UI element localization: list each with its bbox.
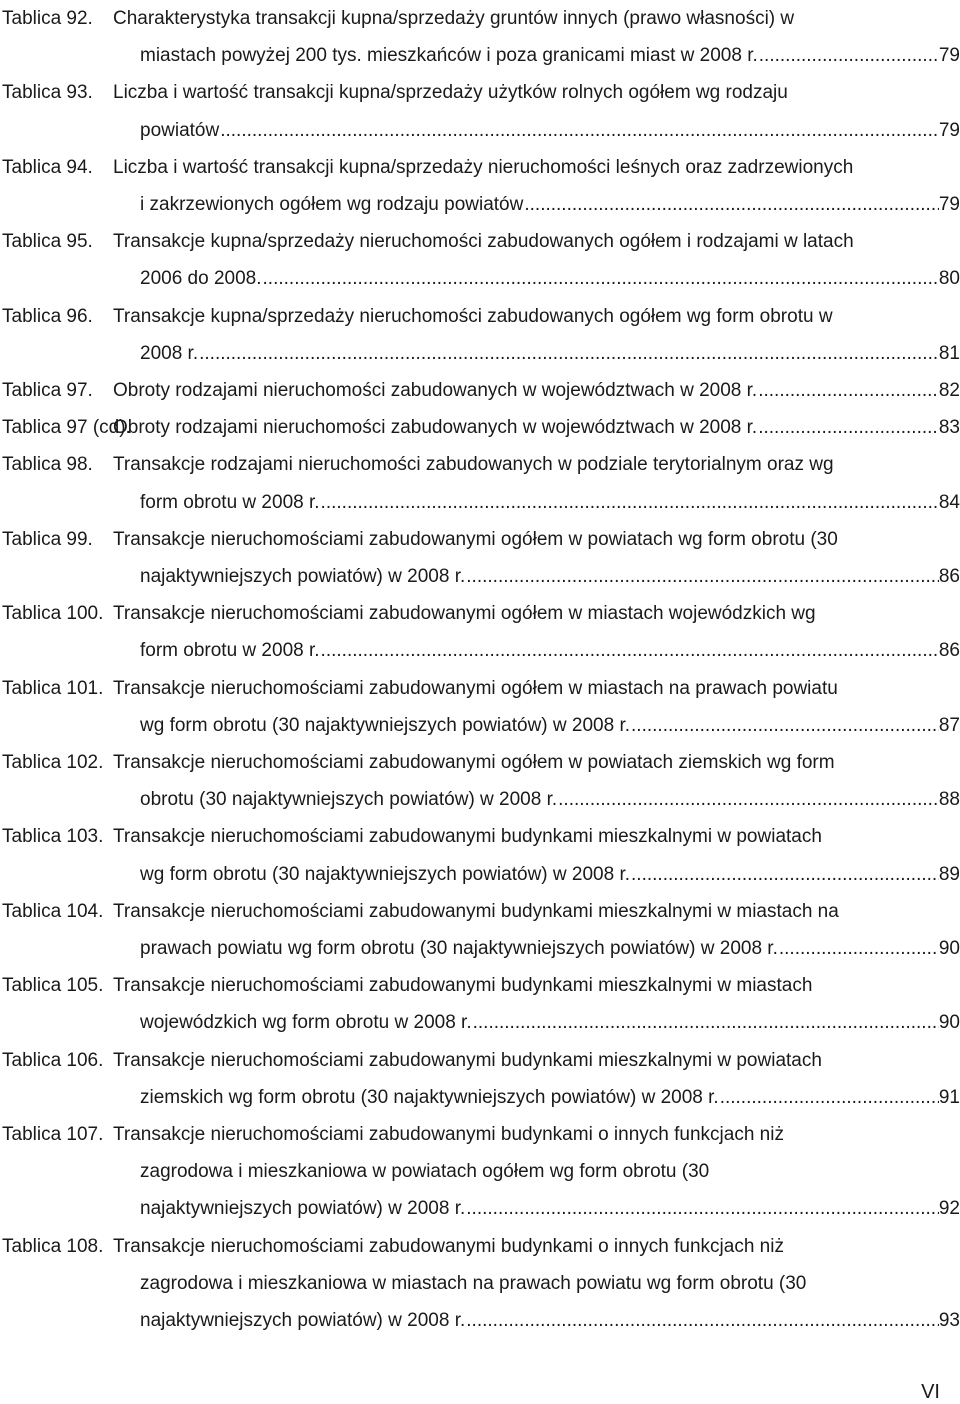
toc-entry-label: Tablica 97. xyxy=(2,380,93,401)
toc-entry-title-line-with-leader xyxy=(140,186,960,224)
dot-leader xyxy=(473,1004,939,1042)
toc-entry-title: Transakcje nieruchomościami zabudowanymi ogółem w powiatach ziemskich wg form xyxy=(113,752,835,773)
toc-entry-page: 93 xyxy=(938,1309,960,1331)
toc-entry-page: 89 xyxy=(938,863,960,885)
toc-entry-title-line-with-leader xyxy=(140,1079,960,1117)
toc-entry-title: Transakcje kupna/sprzedaży nieruchomości zabudowanych ogółem i rodzajami w latach xyxy=(113,231,854,253)
toc-entry-page: 80 xyxy=(938,268,960,290)
toc-entry-label: Tablica 107. xyxy=(2,1124,104,1145)
toc-entry-title: i zakrzewionych ogółem wg rodzaju powiatów xyxy=(140,193,524,215)
toc-entry[interactable] xyxy=(0,223,960,297)
toc-entry-title: 2008 r. xyxy=(140,342,199,364)
toc-entry[interactable] xyxy=(0,670,960,744)
toc-entry-title: Transakcje kupna/sprzedaży nieruchomości zabudowanych ogółem wg form obrotu w xyxy=(113,305,833,327)
toc-entry-title: 2006 do 2008. xyxy=(140,268,262,290)
toc-entry[interactable] xyxy=(0,893,960,967)
toc-entry-title: form obrotu w 2008 r. xyxy=(140,640,320,662)
dot-leader xyxy=(758,409,939,447)
dot-leader xyxy=(466,558,939,596)
toc-entry-title-line-with-leader xyxy=(140,930,960,968)
toc-entry-page: 83 xyxy=(938,417,960,439)
toc-entry-label: Tablica 101. xyxy=(2,677,104,699)
dot-leader xyxy=(466,1190,939,1228)
toc-entry[interactable] xyxy=(0,744,960,818)
toc-entry-page: 79 xyxy=(938,119,960,141)
toc-entry-title-line-with-leader xyxy=(140,335,960,373)
toc-entry-page: 84 xyxy=(938,491,960,513)
toc-entry-title: zagrodowa i mieszkaniowa w miastach na prawach powiatu wg form obrotu (30 xyxy=(140,1272,807,1294)
toc-entry-label: Tablica 103. xyxy=(2,826,104,848)
toc-entry[interactable] xyxy=(0,298,960,372)
toc-entry-page: 79 xyxy=(938,45,960,67)
toc-entry-title: Transakcje nieruchomościami zabudowanymi budynkami mieszkalnymi w miastach na xyxy=(113,900,839,922)
toc-entry-title: ziemskich wg form obrotu (30 najaktywniejszych powiatów) w 2008 r. xyxy=(140,1086,719,1108)
toc-entry-title-line-with-leader xyxy=(140,1190,960,1228)
dot-leader xyxy=(321,484,939,522)
toc-entry-label: Tablica 99. xyxy=(2,528,93,550)
toc-entry[interactable] xyxy=(0,446,960,520)
toc-entry-label: Tablica 96. xyxy=(2,305,93,327)
toc-entry-label: Tablica 108. xyxy=(2,1235,104,1257)
toc-entry[interactable] xyxy=(0,1116,960,1228)
toc-entry-label: Tablica 104. xyxy=(2,900,104,922)
toc-entry-page: 88 xyxy=(938,789,960,811)
toc-entry-title: Charakterystyka transakcji kupna/sprzedaży gruntów innych (prawo własności) w xyxy=(113,8,795,29)
dot-leader xyxy=(758,372,939,410)
toc-entry-page: 92 xyxy=(938,1198,960,1220)
toc-entry-title: obrotu (30 najaktywniejszych powiatów) w 2008 r. xyxy=(140,789,558,811)
toc-entry-title: Transakcje nieruchomościami zabudowanymi budynkami o innych funkcjach niż xyxy=(113,1235,784,1257)
toc-entry-title-line-with-leader xyxy=(113,372,960,410)
toc-entry-label: Tablica 98. xyxy=(2,454,93,476)
toc-entry-page: 90 xyxy=(938,937,960,959)
dot-leader xyxy=(199,335,939,373)
toc-entry-title-line-with-leader xyxy=(140,37,960,75)
toc-entry-title: Transakcje nieruchomościami zabudowanymi ogółem w miastach na prawach powiatu xyxy=(113,677,838,699)
toc-entry-title: Obroty rodzajami nieruchomości zabudowanych w województwach w 2008 r. xyxy=(113,417,758,439)
toc-entry[interactable] xyxy=(0,1042,960,1116)
toc-entry-title-line-with-leader xyxy=(140,260,960,298)
toc-entry[interactable] xyxy=(0,409,960,446)
toc-entry-title: Liczba i wartość transakcji kupna/sprzedaży użytków rolnych ogółem wg rodzaju xyxy=(113,82,788,104)
toc-entry-title: Transakcje nieruchomościami zabudowanymi ogółem w miastach wojewódzkich wg xyxy=(113,603,816,625)
dot-leader xyxy=(524,186,939,224)
toc-entry-title: Transakcje nieruchomościami zabudowanymi ogółem w powiatach wg form obrotu (30 xyxy=(113,528,838,550)
toc-entry-title-line-with-leader xyxy=(140,484,960,522)
toc-entry-page: 91 xyxy=(938,1086,960,1108)
toc-entry-title: wg form obrotu (30 najaktywniejszych powiatów) w 2008 r. xyxy=(140,863,631,885)
dot-leader xyxy=(631,707,939,745)
toc-entry-title: Transakcje nieruchomościami zabudowanymi budynkami mieszkalnymi w powiatach xyxy=(113,826,822,848)
toc-entry-label: Tablica 97 (cd). xyxy=(2,417,131,439)
page-number: VI xyxy=(921,1381,940,1403)
toc-entry-title: Transakcje nieruchomościami zabudowanymi budynkami o innych funkcjach niż xyxy=(113,1124,784,1145)
toc-entry-label: Tablica 100. xyxy=(2,603,104,625)
dot-leader xyxy=(631,856,939,894)
toc-entry-title: prawach powiatu wg form obrotu (30 najaktywniejszych powiatów) w 2008 r. xyxy=(140,937,778,959)
toc-entry-title: Transakcje rodzajami nieruchomości zabudowanych w podziale terytorialnym oraz wg xyxy=(113,454,834,476)
toc-entry-title-line-with-leader xyxy=(140,781,960,819)
dot-leader xyxy=(759,37,939,75)
toc-entry-label: Tablica 102. xyxy=(2,752,104,773)
toc-entry[interactable] xyxy=(0,967,960,1041)
toc-entry[interactable] xyxy=(0,149,960,223)
toc-entry[interactable] xyxy=(0,521,960,595)
toc-entry-title: najaktywniejszych powiatów) w 2008 r. xyxy=(140,1309,466,1331)
toc-entry-title: Transakcje nieruchomościami zabudowanymi budynkami mieszkalnymi w powiatach xyxy=(113,1049,822,1071)
toc-entry-title-line-with-leader xyxy=(140,707,960,745)
toc-entry-title-line-with-leader xyxy=(140,1004,960,1042)
toc-entry-label: Tablica 106. xyxy=(2,1049,104,1071)
toc-entry-page: 86 xyxy=(938,640,960,662)
toc-entry-title: miastach powyżej 200 tys. mieszkańców i poza granicami miast w 2008 r. xyxy=(140,45,758,67)
dot-leader xyxy=(558,781,939,819)
toc-entry[interactable] xyxy=(0,74,960,148)
toc-entry-label: Tablica 92. xyxy=(2,8,93,29)
toc-entry-title: form obrotu w 2008 r. xyxy=(140,491,320,513)
toc-entry-title-line-with-leader xyxy=(140,632,960,670)
toc-entry-title-line-with-leader xyxy=(140,1302,960,1340)
toc-entry-page: 79 xyxy=(938,193,960,215)
toc-entry[interactable] xyxy=(0,818,960,892)
toc-entry-title-line-with-leader xyxy=(113,409,960,447)
toc-entry-title: najaktywniejszych powiatów) w 2008 r. xyxy=(140,565,466,587)
toc-entry-page: 87 xyxy=(938,714,960,736)
dot-leader xyxy=(263,260,939,298)
toc-entry-title: Liczba i wartość transakcji kupna/sprzedaży nieruchomości leśnych oraz zadrzewionych xyxy=(113,156,854,178)
toc-entry[interactable] xyxy=(0,372,960,409)
toc-entry[interactable] xyxy=(0,0,960,74)
toc-entry-title: Transakcje nieruchomościami zabudowanymi budynkami mieszkalnymi w miastach xyxy=(113,975,813,997)
toc-entry-title: wojewódzkich wg form obrotu w 2008 r. xyxy=(140,1012,472,1034)
toc-entry-page: 81 xyxy=(938,342,960,364)
toc-entry-title-line-with-leader xyxy=(140,112,960,150)
dot-leader xyxy=(720,1079,939,1117)
dot-leader xyxy=(220,112,939,150)
toc-entry-page: 90 xyxy=(938,1012,960,1034)
toc-entry[interactable] xyxy=(0,595,960,669)
toc-entry-title: powiatów xyxy=(140,119,220,141)
toc-entry-title-line-with-leader xyxy=(140,558,960,596)
dot-leader xyxy=(466,1302,939,1340)
toc-entry-page: 86 xyxy=(938,565,960,587)
toc-entry-label: Tablica 94. xyxy=(2,156,93,178)
toc-entry-label: Tablica 93. xyxy=(2,82,93,104)
toc-entry-label: Tablica 105. xyxy=(2,975,104,997)
dot-leader xyxy=(779,930,939,968)
toc-entry-title: najaktywniejszych powiatów) w 2008 r. xyxy=(140,1198,466,1220)
toc-entry-title: wg form obrotu (30 najaktywniejszych powiatów) w 2008 r. xyxy=(140,714,631,736)
toc-entry[interactable] xyxy=(0,1228,960,1340)
toc-entry-title: zagrodowa i mieszkaniowa w powiatach ogółem wg form obrotu (30 xyxy=(140,1161,710,1183)
toc-entry-title-line-with-leader xyxy=(140,856,960,894)
toc-entry-label: Tablica 95. xyxy=(2,231,93,253)
dot-leader xyxy=(321,632,939,670)
toc-entry-page: 82 xyxy=(938,380,960,401)
toc-entry-title: Obroty rodzajami nieruchomości zabudowanych w województwach w 2008 r. xyxy=(113,380,758,401)
